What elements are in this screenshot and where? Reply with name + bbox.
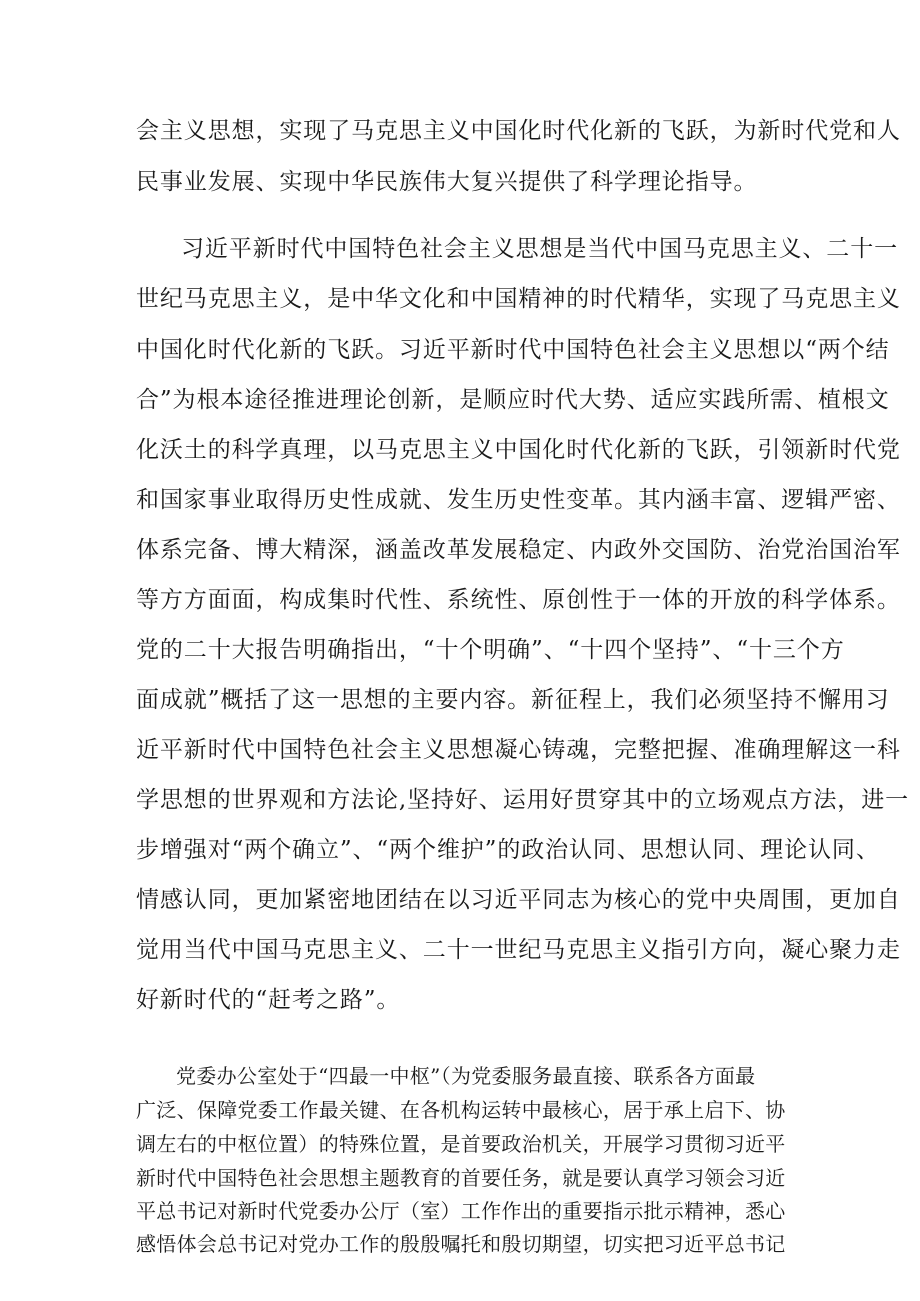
text-line: 调左右的中枢位置）的特殊位置，是首要政治机关，开展学习贯彻习近平 <box>136 1132 786 1156</box>
text-line: 党的二十大报告明确指出，“十个明确”、“十四个坚持”、“十三个方 <box>136 637 845 663</box>
text-line: 等方方面面，构成集时代性、系统性、原创性于一体的开放的科学体系。 <box>136 587 901 613</box>
text-line: 会主义思想，实现了马克思主义中国化时代化新的飞跃，为新时代党和人 <box>136 118 901 144</box>
text-line: 民事业发展、实现中华民族伟大复兴提供了科学理论指导。 <box>136 169 758 195</box>
text-line: 习近平新时代中国特色社会主义思想是当代中国马克思主义、二十一 <box>181 236 898 262</box>
text-line: 好新时代的“赶考之路”。 <box>136 987 401 1013</box>
text-line: 世纪马克思主义，是中华文化和中国精神的时代精华，实现了马克思主义 <box>136 286 901 312</box>
text-line: 化沃土的科学真理，以马克思主义中国化时代化新的飞跃，引领新时代党 <box>136 437 901 463</box>
text-line: 和国家事业取得历史性成就、发生历史性变革。其内涵丰富、逻辑严密、 <box>136 487 901 513</box>
text-line: 觉用当代中国马克思主义、二十一世纪马克思主义指引方向，凝心聚力走 <box>136 937 901 963</box>
text-line: 合”为根本途径推进理论创新，是顺应时代大势、适应实践所需、植根文 <box>136 387 890 413</box>
text-line: 面成就”概括了这一思想的主要内容。新征程上，我们必须坚持不懈用习 <box>136 687 890 713</box>
text-line: 近平新时代中国特色社会主义思想凝心铸魂，完整把握、准确理解这一科 <box>136 737 901 763</box>
text-line: 广泛、保障党委工作最关键、在各机构运转中最核心，居于承上启下、协 <box>136 1098 786 1122</box>
text-line: 情感认同，更加紧密地团结在以习近平同志为核心的党中央周围，更加自 <box>136 887 901 913</box>
text-line: 平总书记对新时代党委办公厅（室）工作作出的重要指示批示精神，悉心 <box>136 1199 786 1223</box>
text-line: 体系完备、博大精深，涵盖改革发展稳定、内政外交国防、治党治国治军 <box>136 537 901 563</box>
text-line: 学思想的世界观和方法论,坚持好、运用好贯穿其中的立场观点方法，进一 <box>136 787 910 813</box>
text-line: 中国化时代化新的飞跃。习近平新时代中国特色社会主义思想以“两个结 <box>136 337 890 363</box>
text-line: 新时代中国特色社会思想主题教育的首要任务，就是要认真学习领会习近 <box>136 1166 786 1190</box>
text-line: 党委办公室处于“四最一中枢”（为党委服务最直接、联系各方面最 <box>176 1064 756 1088</box>
text-line: 步增强对“两个确立”、“两个维护”的政治认同、思想认同、理论认同、 <box>136 837 880 863</box>
text-line: 感悟体会总书记对党办工作的殷殷嘱托和殷切期望，切实把习近平总书记 <box>136 1232 786 1256</box>
